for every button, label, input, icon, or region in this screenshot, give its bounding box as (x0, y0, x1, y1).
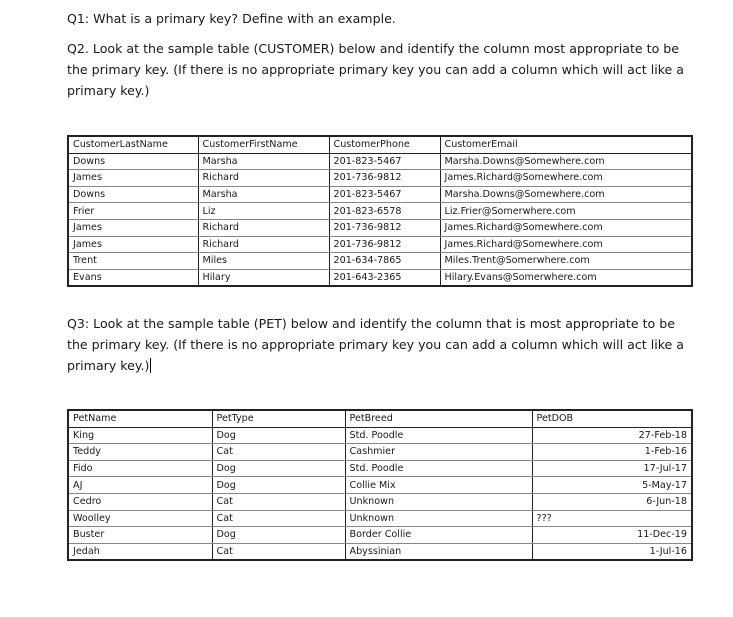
table-cell: Marsha (198, 186, 329, 203)
question-3 (67, 313, 697, 376)
table-cell: Marsha (198, 153, 329, 170)
table-cell: Buster (68, 527, 212, 544)
table-cell: Richard (198, 236, 329, 253)
question-2: Q2. Look at the sample table (CUSTOMER) below and identify the column most appropriate to be the primary key. (If there is no appropriate primary key you can add a column which will act like a primary key.) (67, 41, 685, 98)
table-cell: Liz.Frier@Somerwhere.com (440, 203, 692, 220)
column-header: CustomerLastName (68, 136, 198, 153)
table-cell: Woolley (68, 510, 212, 527)
column-header: PetDOB (532, 410, 692, 427)
table-cell: Trent (68, 253, 198, 270)
table-cell: Dog (212, 460, 345, 477)
table-cell: Jedah (68, 543, 212, 560)
table-cell: James (68, 170, 198, 187)
table-cell: Hilary (198, 269, 329, 286)
table-row (68, 543, 692, 560)
table-row (68, 186, 692, 203)
table-cell: Unknown (345, 493, 532, 510)
table-cell: 1-Jul-16 (532, 543, 692, 560)
table-cell: 201-823-5467 (329, 153, 440, 170)
customer-table (67, 135, 693, 287)
table-cell: Cat (212, 444, 345, 461)
table-cell: Richard (198, 170, 329, 187)
table-row (68, 219, 692, 236)
table-cell: 201-823-5467 (329, 186, 440, 203)
table-cell: Cat (212, 543, 345, 560)
table-cell: Border Collie (345, 527, 532, 544)
table-row (68, 510, 692, 527)
table-row (68, 477, 692, 494)
table-cell: James.Richard@Somewhere.com (440, 219, 692, 236)
table-row (68, 269, 692, 286)
table-cell: 6-Jun-18 (532, 493, 692, 510)
column-header: PetName (68, 410, 212, 427)
table-cell: 11-Dec-19 (532, 527, 692, 544)
table-row (68, 170, 692, 187)
table-cell: Cat (212, 493, 345, 510)
table-cell: 201-736-9812 (329, 170, 440, 187)
table-cell: ??? (532, 510, 692, 527)
column-header: CustomerPhone (329, 136, 440, 153)
table-cell: Marsha.Downs@Somewhere.com (440, 153, 692, 170)
table-cell: James (68, 236, 198, 253)
table-cell: 17-Jul-17 (532, 460, 692, 477)
table-cell: Miles (198, 253, 329, 270)
table-cell: King (68, 427, 212, 444)
table-cell: 27-Feb-18 (532, 427, 692, 444)
table-cell: Fido (68, 460, 212, 477)
table-cell: Collie Mix (345, 477, 532, 494)
table-cell: Marsha.Downs@Somewhere.com (440, 186, 692, 203)
table-cell: Dog (212, 427, 345, 444)
table-cell: James.Richard@Somewhere.com (440, 236, 692, 253)
table-cell: James (68, 219, 198, 236)
table-row (68, 427, 692, 444)
table-cell: 201-634-7865 (329, 253, 440, 270)
table-cell: 5-May-17 (532, 477, 692, 494)
question-1: Q1: What is a primary key? Define with an example. (67, 11, 396, 26)
column-header: PetType (212, 410, 345, 427)
table-cell: Cedro (68, 493, 212, 510)
table-cell: Evans (68, 269, 198, 286)
table-cell: Downs (68, 153, 198, 170)
table-cell: Downs (68, 186, 198, 203)
table-cell: 201-736-9812 (329, 219, 440, 236)
table-cell: 201-643-2365 (329, 269, 440, 286)
column-header: PetBreed (345, 410, 532, 427)
pet-table (67, 409, 693, 561)
table-cell: Cashmier (345, 444, 532, 461)
table-row (68, 203, 692, 220)
question-3-text: Q3: Look at the sample table (PET) below and identify the column that is most appropriate to be the primary key. (If there is no appropriate primary key you can add a column which will act like a primary key.) (67, 316, 685, 373)
table-cell: Dog (212, 527, 345, 544)
customer-header-row (68, 136, 692, 153)
table-row (68, 527, 692, 544)
table-cell: Hilary.Evans@Somerwhere.com (440, 269, 692, 286)
table-cell: Liz (198, 203, 329, 220)
table-cell: 201-823-6578 (329, 203, 440, 220)
table-cell: Frier (68, 203, 198, 220)
table-row (68, 493, 692, 510)
table-cell: Dog (212, 477, 345, 494)
table-cell: Std. Poodle (345, 460, 532, 477)
table-cell: Richard (198, 219, 329, 236)
table-cell: 1-Feb-16 (532, 444, 692, 461)
table-cell: Abyssinian (345, 543, 532, 560)
table-cell: Miles.Trent@Somerwhere.com (440, 253, 692, 270)
table-row (68, 253, 692, 270)
table-row (68, 444, 692, 461)
table-cell: James.Richard@Somewhere.com (440, 170, 692, 187)
table-row (68, 153, 692, 170)
table-cell: Unknown (345, 510, 532, 527)
table-cell: AJ (68, 477, 212, 494)
text-cursor (150, 358, 151, 373)
table-row (68, 236, 692, 253)
pet-header-row (68, 410, 692, 427)
table-cell: 201-736-9812 (329, 236, 440, 253)
table-cell: Std. Poodle (345, 427, 532, 444)
table-cell: Cat (212, 510, 345, 527)
table-cell: Teddy (68, 444, 212, 461)
column-header: CustomerFirstName (198, 136, 329, 153)
column-header: CustomerEmail (440, 136, 692, 153)
table-row (68, 460, 692, 477)
